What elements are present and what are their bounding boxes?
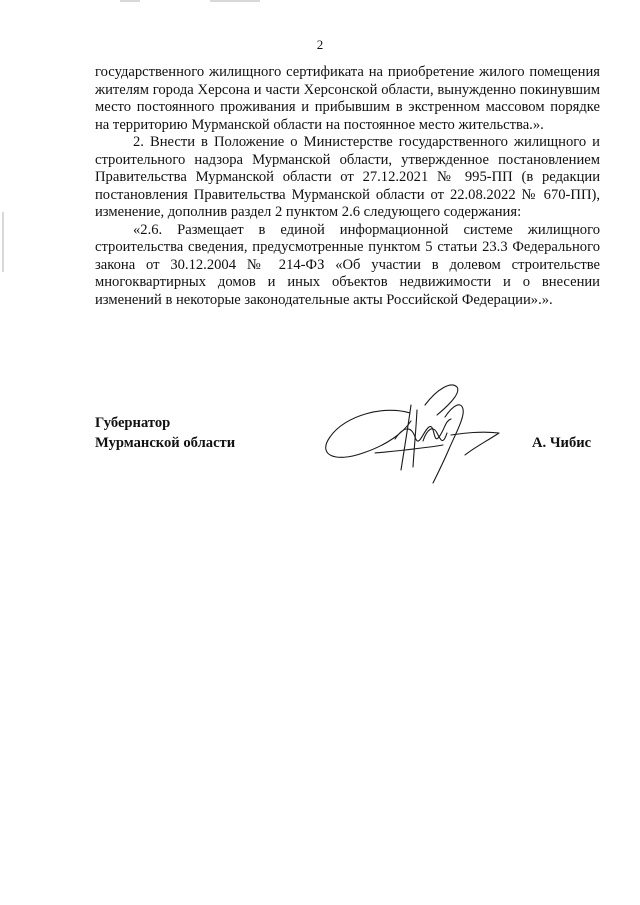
signatory-name: А. Чибис (532, 435, 592, 451)
handwritten-signature (315, 375, 515, 500)
signatory-title-line2: Мурманской области (95, 435, 236, 451)
signatory-title (95, 413, 235, 453)
scan-artifact-top (210, 0, 260, 2)
scan-artifact-left (2, 212, 4, 272)
paragraph-item-2: 2. Внести в Положение о Министерстве государственного жилищного и строительного надзора Мурманской области, утвержденное постановлением Правительства Мурманской области от 27.12.2021 № 995-ПП (в редакции постановления Правительства Мурманской области от 22.08.2022 № 670-ПП), изменение, дополнив раздел 2 пунктом 2.6 следующего содержания: (95, 134, 600, 220)
scan-artifact-top (120, 0, 140, 2)
paragraph-quoted-2-6: «2.6. Размещает в единой информационной системе жилищного строительства сведения, предусмотренные пунктом 5 статьи 23.3 Федерального закона от 30.12.2004 № 214-ФЗ «Об участии в долевом строительстве многоквартирных домов и иных объектов недвижимости и о внесении изменений в некоторые законодательные акты Российской Федерации».». (95, 221, 600, 308)
signatory-title-line1: Губернатор (95, 415, 171, 431)
page-number: 2 (316, 37, 324, 52)
document-body (95, 64, 600, 309)
paragraph-continuation: государственного жилищного сертификата на приобретение жилого помещения жителям города Херсона и части Херсонской области, вынужденно покинувшим место постоянного проживания и прибывшим в экстренном массовом порядке на территорию Мурманской области на постоянное место жительства.». (95, 64, 600, 133)
